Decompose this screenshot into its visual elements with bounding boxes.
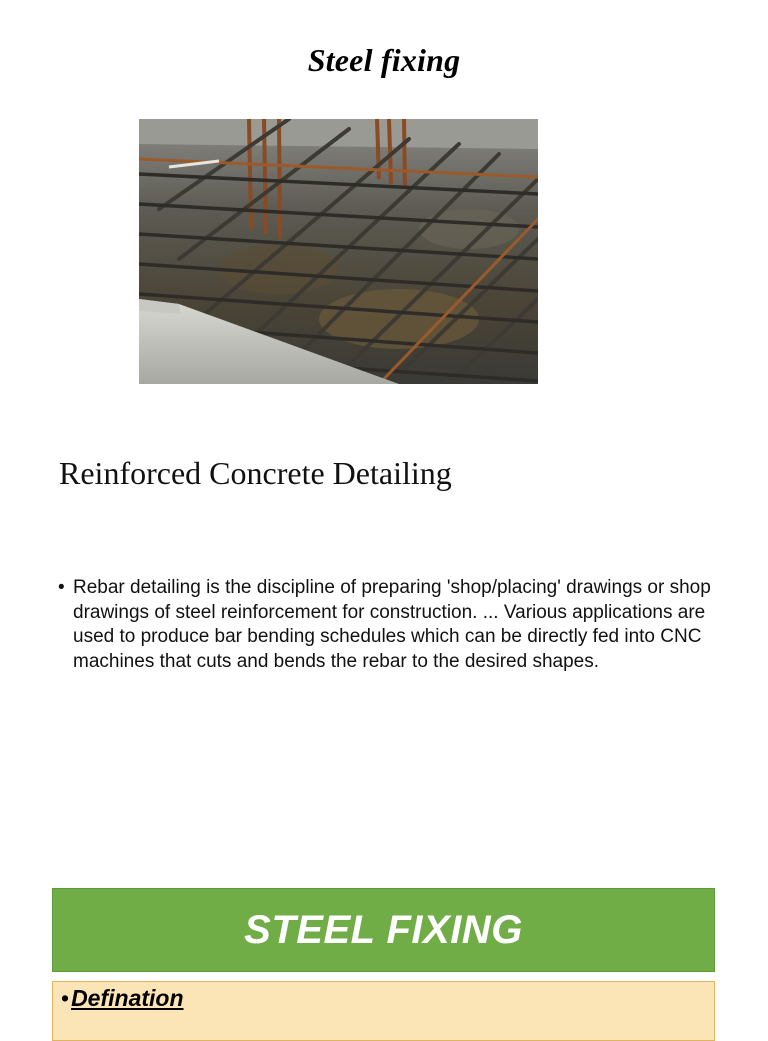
- rebar-mesh-photo: [139, 119, 538, 384]
- definition-label: Defination: [71, 985, 184, 1011]
- bullet-paragraph: [58, 576, 718, 674]
- definition-row: [61, 985, 184, 1012]
- banner-title: STEEL FIXING: [244, 907, 523, 952]
- bullet-text: Rebar detailing is the discipline of preparing 'shop/placing' drawings or shop drawings of steel reinforcement for construction. ... Various applications are used to produce bar bending schedules which can be directly fed into CNC machines that cuts and bends the rebar to the desired shapes.: [73, 577, 711, 672]
- page-title: Steel fixing: [307, 42, 461, 78]
- definition-bullet-icon: •: [61, 985, 70, 1011]
- definition-box: [52, 981, 715, 1041]
- bullet-dot-icon: •: [58, 577, 65, 598]
- section-heading: Reinforced Concrete Detailing: [59, 455, 452, 491]
- steel-fixing-banner: [52, 888, 715, 972]
